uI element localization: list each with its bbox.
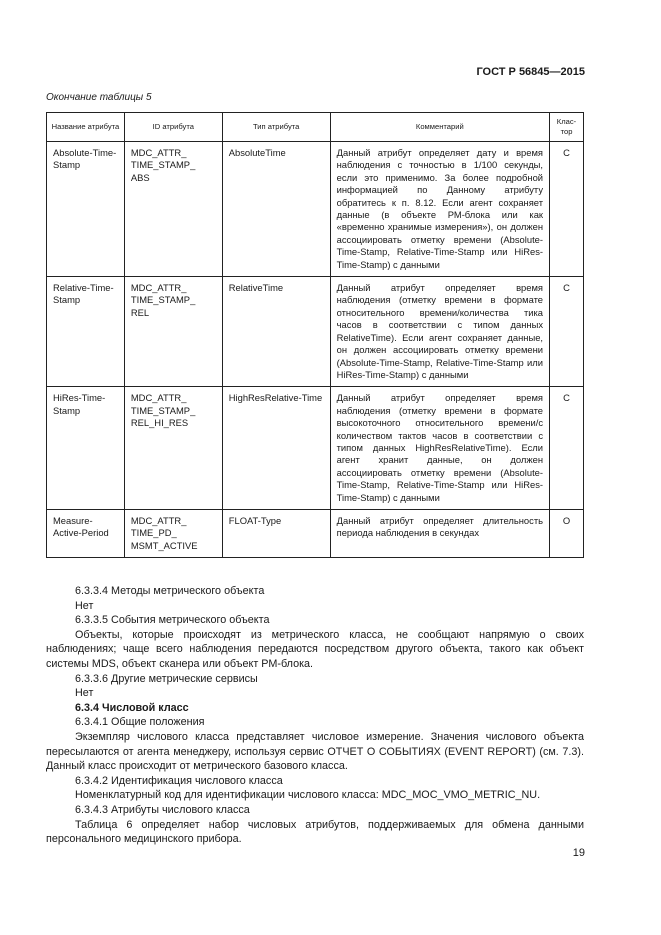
section-heading-6-3-3-4: 6.3.3.4 Методы метрического объекта: [75, 585, 265, 597]
cell-comment: Данный атрибут определяет время наблюдения (отметку времени в формате высокоточного относительного времени/с количеством тактов часов в соответствии с типом данных HighResRelativeTime). Если агент хранит данные, он должен ассоциировать отметку времени (Absolute-Time-Stamp, Relative-Time-Stamp или HiRes-Time-Stamp) с данными: [330, 387, 549, 510]
cell-comment: Данный атрибут определяет время наблюдения (отметку времени в формате относительного времени/количества тика часов в соответствии с типом данных RelativeTime). Если агент сохраняет данные, он должен ассоциировать отметку времени (Absolute-Time-Stamp, Relative-Time-Stamp или HiRes-Time-Stamp) с данными: [330, 277, 549, 387]
section-heading-6-3-4-1: 6.3.4.1 Общие положения: [75, 716, 205, 729]
document-header: ГОСТ Р 56845—2015: [476, 66, 585, 78]
paragraph: Экземпляр числового класса представляет числовое измерение. Значения числового объекта пересылаются от агента менеджеру, используя сервис ОТЧЕТ О СОБЫТИЯХ (EVENT REPORT) (см. 7.3). Данный класс происходит от метрического базового класса.: [46, 730, 584, 773]
section-heading-6-3-3-5: 6.3.3.5 События метрического объекта: [75, 614, 270, 627]
table-row: [47, 142, 584, 277]
paragraph: Номенклатурный код для идентификации числового класса: MDC_MOC_VMO_METRIC_NU.: [75, 789, 541, 802]
col-header-class: Клас-тор: [550, 113, 584, 142]
cell-attr-type: AbsoluteTime: [222, 142, 330, 277]
paragraph: Объекты, которые происходят из метрического класса, не сообщают напрямую о своих наблюдениях; чаще всего наблюдения передаются посредством другого объекта, такого как объект системы MDS, объект сканера или объект РМ-блока.: [46, 628, 584, 670]
cell-attr-id: MDC_ATTR_ TIME_PD_ MSMT_ACTIVE: [124, 509, 222, 557]
table-caption: Окончание таблицы 5: [46, 92, 152, 103]
page-number: 19: [572, 847, 585, 859]
col-header-name: Название атрибута: [47, 113, 125, 142]
col-header-type: Тип атрибута: [222, 113, 330, 142]
attributes-table: [46, 112, 584, 558]
table-row: [47, 509, 584, 557]
cell-attr-name: HiRes-Time-Stamp: [47, 387, 125, 510]
cell-class: C: [550, 277, 584, 387]
section-heading-6-3-4-2: 6.3.4.2 Идентификация числового класса: [75, 774, 283, 787]
cell-comment: Данный атрибут определяет длительность периода наблюдения в секундах: [330, 509, 549, 557]
cell-class: C: [550, 387, 584, 510]
cell-comment: Данный атрибут определяет дату и время наблюдения с точностью в 1/100 секунды, если это применимо. За более подробной информацией по Данному атрибуту обратитесь к п. 8.12. Если агент сохраняет данные (в объекте РМ-блока или как «временно хранимые измерения»), он должен ассоциировать отметку времени (Absolute-Time-Stamp, Relative-Time-Stamp или HiRes-Time-Stamp) с данными: [330, 142, 549, 277]
col-header-id: ID атрибута: [124, 113, 222, 142]
paragraph: Нет: [75, 599, 94, 612]
cell-attr-id: MDC_ATTR_ TIME_STAMP_ REL: [124, 277, 222, 387]
cell-attr-name: Relative-Time-Stamp: [47, 277, 125, 387]
cell-attr-name: Absolute-Time-Stamp: [47, 142, 125, 277]
table-row: [47, 277, 584, 387]
cell-attr-id: MDC_ATTR_ TIME_STAMP_ ABS: [124, 142, 222, 277]
section-heading-6-3-3-6: 6.3.3.6 Другие метрические сервисы: [75, 672, 258, 685]
body-text: [46, 584, 584, 847]
paragraph: Таблица 6 определяет набор числовых атрибутов, поддерживаемых для обмена данными персонального медицинского прибора.: [46, 818, 584, 846]
cell-class: O: [550, 509, 584, 557]
cell-attr-name: Measure-Active-Period: [47, 509, 125, 557]
cell-attr-type: FLOAT-Type: [222, 509, 330, 557]
table-header-row: [47, 113, 584, 142]
table-row: [47, 387, 584, 510]
cell-class: C: [550, 142, 584, 277]
cell-attr-type: RelativeTime: [222, 277, 330, 387]
section-heading-6-3-4: 6.3.4 Числовой класс: [75, 701, 189, 714]
section-heading-6-3-4-3: 6.3.4.3 Атрибуты числового класса: [75, 803, 250, 816]
cell-attr-id: MDC_ATTR_ TIME_STAMP_ REL_HI_RES: [124, 387, 222, 510]
paragraph: Нет: [75, 687, 94, 700]
col-header-comment: Комментарий: [330, 113, 549, 142]
cell-attr-type: HighResRelative-Time: [222, 387, 330, 510]
